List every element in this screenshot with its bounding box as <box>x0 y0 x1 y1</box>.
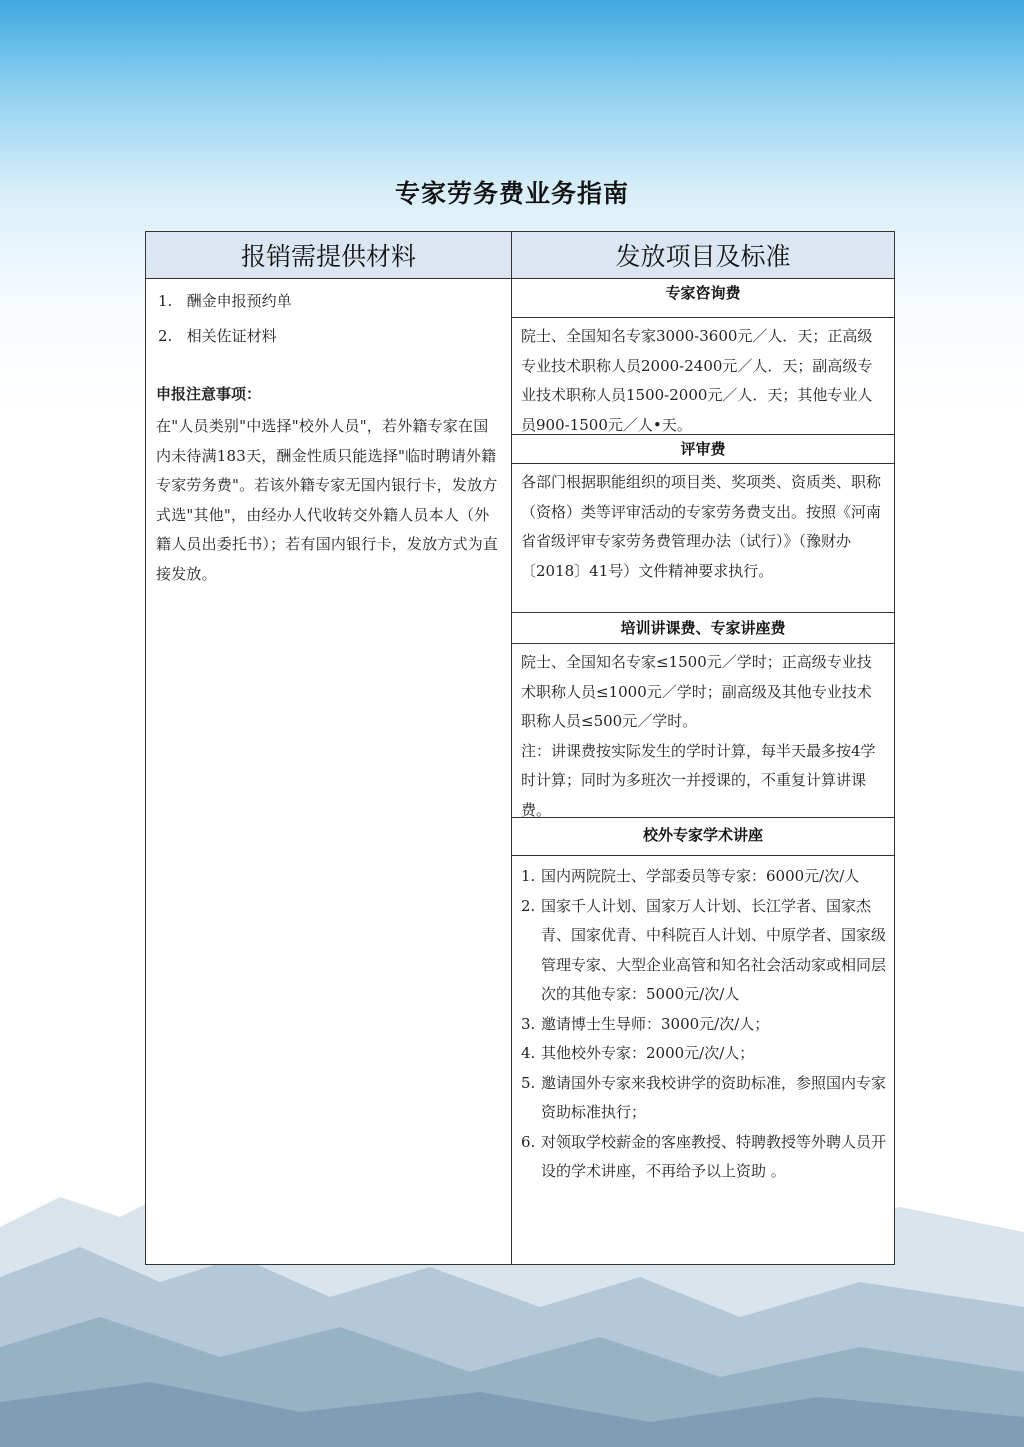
lecture-item: 5. 邀请国外专家来我校讲学的资助标准，参照国内专家资助标准执行； <box>521 1073 887 1121</box>
lecture-item: 2. 国家千人计划、国家万人计划、长江学者、国家杰青、国家优青、中科院百人计划、中原学者、国家级管理专家、大型企业高管和知名社会活动家或相同层次的其他专家：5000元/次/人 <box>521 896 887 1003</box>
standards-header: 发放项目及标准 <box>512 232 894 279</box>
notes-text: 在"人员类别"中选择"校外人员"，若外籍专家在国内未待满183天，酬金性质只能选择"临时聘请外籍专家劳务费"。若该外籍专家无国内银行卡，发放方式选"其他"，由经办人代收转交外籍人员本人（外籍人员出委托书）；若有国内银行卡，发放方式为直接发放。 <box>156 417 499 583</box>
lecture-fee-body <box>512 856 894 1265</box>
material-text: 相关佐证材料 <box>186 327 277 345</box>
page-title: 专家劳务费业务指南 <box>394 179 629 208</box>
consult-fee-body: 院士、全国知名专家3000-3600元／人．天；正高级专业技术职称人员2000-2400元／人．天；副高级专业技术职称人员1500-2000元／人．天；其他专业人员900-1500元／人•天。 <box>512 318 894 435</box>
notes-title: 申报注意事项： <box>156 385 262 403</box>
lecture-item: 6. 对领取学校薪金的客座教授、特聘教授等外聘人员开设的学术讲座，不再给予以上资助 。 <box>521 1132 887 1180</box>
review-fee-title: 评审费 <box>512 435 894 464</box>
lecture-fee-title: 校外专家学术讲座 <box>512 818 894 856</box>
standards-column <box>512 232 894 1264</box>
training-fee-body <box>512 644 894 818</box>
material-text: 酬金申报预约单 <box>186 292 292 310</box>
lecture-item: 3. 邀请博士生导师：3000元/次/人； <box>521 1014 770 1033</box>
training-fee-note: 注：讲课费按实际发生的学时计算，每半天最多按4学时计算；同时为多班次一并授课的，不重复计算讲课费。 <box>521 741 876 819</box>
review-fee-body: 各部门根据职能组织的项目类、奖项类、资质类、职称（资格）类等评审活动的专家劳务费支出。按照《河南省省级评审专家劳务费管理办法（试行）》（豫财办〔2018〕41号）文件精神要求执行。 <box>512 464 894 613</box>
consult-fee-title: 专家咨询费 <box>512 279 894 318</box>
training-fee-title: 培训讲课费、专家讲座费 <box>512 613 894 644</box>
lecture-item: 4. 其他校外专家：2000元/次/人； <box>521 1044 755 1062</box>
material-item <box>156 289 501 313</box>
materials-header: 报销需提供材料 <box>146 232 511 279</box>
material-number: 2. <box>158 327 173 345</box>
lecture-item: 1. 国内两院院士、学部委员等专家：6000元/次/人 <box>521 867 860 885</box>
materials-column <box>146 232 512 1264</box>
material-item <box>156 324 501 348</box>
training-fee-text: 院士、全国知名专家≤1500元／学时；正高级专业技术职称人员≤1000元／学时；副高级及其他专业技术职称人员≤500元／学时。 <box>521 653 872 730</box>
guide-table <box>145 231 895 1265</box>
material-number: 1. <box>158 292 173 310</box>
